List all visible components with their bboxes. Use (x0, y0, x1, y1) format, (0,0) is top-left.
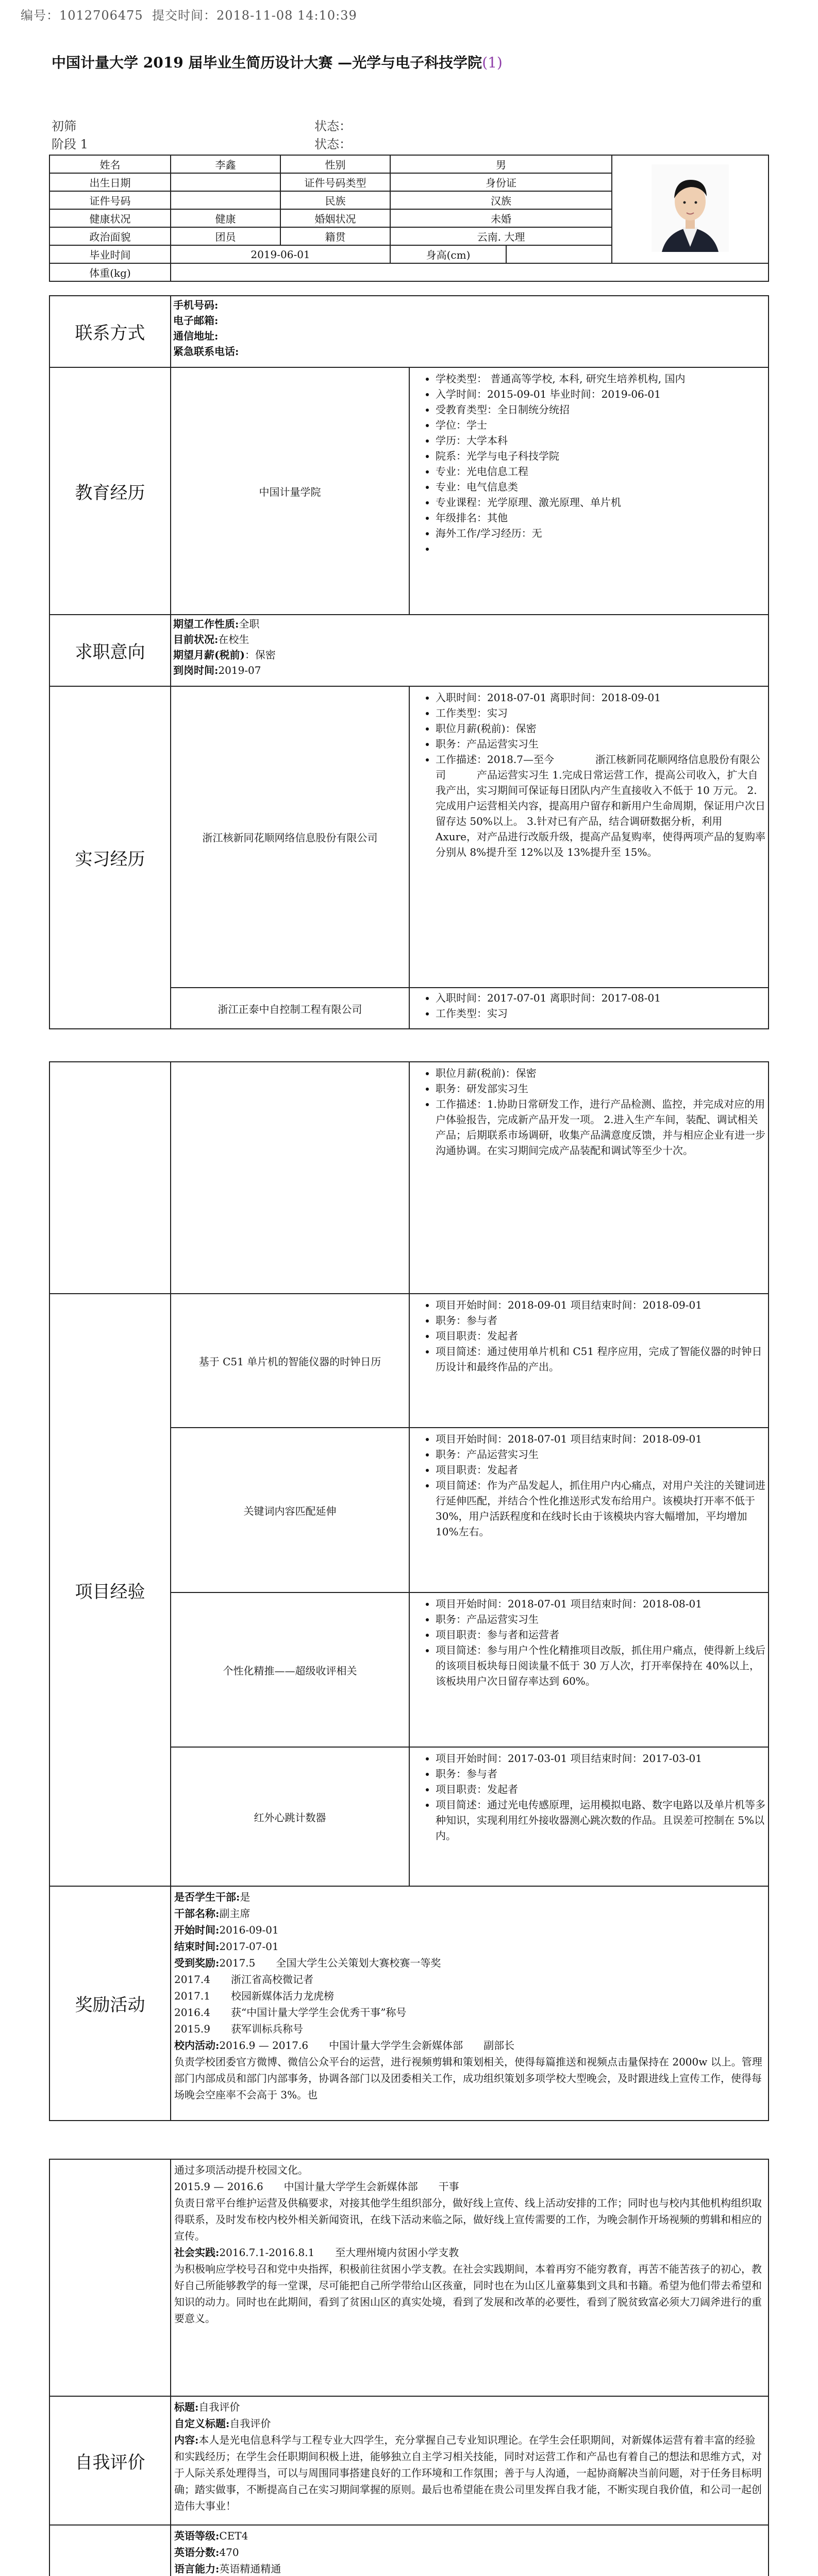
award-paragraph: 通过多项活动提升校园文化。 (174, 2164, 308, 2176)
self-key: 自定义标题: (174, 2417, 230, 2430)
intent-key: 期望月薪(税前) (173, 649, 245, 661)
award-value: 2016-09-01 (219, 1924, 279, 1936)
list-item: • 项目简述：参与用户个性化精推项目改版，抓住用户痛点，使得新上线后的该项目板块每日阅读量不低于 30 万人次，打开率保持在 40%以上，该板块用户次日留存率达到 60%。 (436, 1642, 766, 1689)
award-paragraph: 负责日常平台维护运营及供稿要求，对接其他学生组织部分，做好线上宣传、线上活动安排的工作；同时也与校内其他机构组织取得联系，及时发布校内校外相关新闻资讯，在线下活动来临之际，做好线上宣传需要的工作，为晚会制作开场视频的剪辑和相应的宣传。 (174, 2197, 762, 2242)
contact-label: 联系方式 (49, 296, 171, 367)
self-key: 标题: (174, 2401, 199, 2413)
list-item: • 入学时间：2015-09-01 毕业时间：2019-06-01 (436, 386, 766, 402)
idno-label: 证件号码 (49, 191, 171, 209)
list-item: • 项目开始时间：2018-09-01 项目结束时间：2018-09-01 (436, 1297, 766, 1313)
list-item: • 职务：产品运营实习生 (436, 1447, 766, 1462)
award-value: 2015.9 获军训标兵称号 (174, 2023, 303, 2035)
list-item: • 职位月薪(税前)：保密 (436, 721, 766, 736)
education-details (409, 367, 769, 615)
basic-info-table (49, 155, 769, 282)
project-name: 红外心跳计数器 (171, 1747, 409, 1886)
work-label: 实习经历 (49, 686, 171, 1029)
self-eval-section (49, 2396, 769, 2525)
gender-label: 性别 (280, 155, 390, 173)
marital-value: 未婚 (390, 209, 612, 227)
self-eval-label: 自我评价 (49, 2396, 171, 2525)
intent-section (49, 615, 769, 686)
projects-label: 项目经验 (49, 1294, 171, 1886)
list-item: • 项目开始时间：2017-03-01 项目结束时间：2017-03-01 (436, 1751, 766, 1766)
email-label: 电子邮箱: (173, 314, 219, 327)
phone-label: 手机号码: (173, 299, 219, 311)
award-key: 干部名称: (174, 1907, 220, 1920)
list-item: • 项目简述：作为产品发起人，抓住用户内心痛点，对用户关注的关键词进行延伸匹配，并结合个性化推送形式发布给用户。该模块打开率不低于 30%，用户活跃程度和在线时长由于该模块内容大幅增加，平均增加 10%左右。 (436, 1478, 766, 1539)
self-value: 自我评价 (229, 2417, 271, 2430)
grad-label: 毕业时间 (49, 245, 171, 263)
self-value: 本人是光电信息科学与工程专业大四学生，充分掌握自己专业知识理论。在学生会任职期间，对新媒体运营有着丰富的经验和实践经历；在学生会任职期间积极上进，能够独立自主学习相关技能，同时对运营工作和产品也有着自己的想法和思维方式，对于人际关系处理得当，可以与周围同事搭建良好的工作环境和工作氛围；善于与人沟通，一起协商解决当前问题，对于任务目标明确；踏实做事，不断提高自己在实习期间掌握的原则。最后也希望能在贵公司里发挥自我才能，不断实现自我价值，和公司一起创造伟大事业！ (174, 2434, 762, 2512)
awards-label: 奖励活动 (49, 1886, 171, 2121)
award-key: 受到奖励: (174, 1957, 220, 1969)
contact-content (171, 296, 769, 367)
intent-value: 全职 (239, 618, 260, 630)
list-item: • 工作类型：实习 (436, 1006, 766, 1021)
award-value: 2015.9 — 2016.6 中国计量大学学生会新媒体部 干事 (174, 2180, 459, 2193)
birth-label: 出生日期 (49, 173, 171, 191)
avatar (652, 164, 729, 252)
list-item: • 项目职责：发起者 (436, 1782, 766, 1797)
awards-content (171, 1886, 769, 2121)
list-item: • 项目开始时间：2018-07-01 项目结束时间：2018-09-01 (436, 1431, 766, 1447)
list-item: • 项目简述：通过光电传感原理，运用模拟电路、数字电路以及单片机等多种知识，实现利用红外接收器测心跳次数的作品。且误差可控制在 5%以内。 (436, 1797, 766, 1843)
list-item: • 专业课程：光学原理、激光原理、单片机 (436, 495, 766, 510)
photo-cell (612, 155, 769, 263)
list-item: • 学位：学士 (436, 417, 766, 433)
list-item: • 学历：大学本科 (436, 433, 766, 448)
list-item: • 项目简述：通过使用单片机和 C51 程序应用，完成了智能仪器的时钟日历设计和最终作品的产出。 (436, 1344, 766, 1375)
resume-sections-page1 (49, 295, 769, 1029)
work-details-2 (409, 988, 769, 1029)
skill-value: 英语精通精通 (219, 2563, 281, 2575)
skills-content (171, 2525, 769, 2576)
intent-key: 到岗时间: (173, 664, 219, 676)
list-item: • 入职时间：2017-07-01 离职时间：2017-08-01 (436, 990, 766, 1006)
list-item: • 职位月薪(税前)：保密 (436, 1065, 766, 1081)
birth-value (171, 173, 280, 191)
submission-meta: 编号：1012706475 提交时间：2018-11-08 14:10:39 (21, 8, 357, 23)
list-item: • 入职时间：2018-07-01 离职时间：2018-09-01 (436, 690, 766, 705)
height-label: 身高(cm) (390, 245, 506, 263)
list-item: • 工作类型：实习 (436, 705, 766, 721)
status-label: 状态： (314, 119, 352, 133)
height-value (506, 245, 612, 263)
award-paragraph: 为积极响应学校号召和党中央指挥，积极前往贫困小学支教。在社会实践期间，本着再穷不能穷教育，再苦不能苦孩子的初心，教好自己所能够教学的每一堂课，尽可能把自己所学带给山区孩童，同时也在为山区儿童募集到文具和书籍。希望为他们带去希望和知识的动力。同时也在此期间，看到了贫困山区的真实处境，看到了发展和改革的必要性，看到了脱贫致富必须大刀阔斧进行的重要意义。 (174, 2263, 762, 2325)
gender-value: 男 (390, 155, 612, 173)
list-item: • 职务：产品运营实习生 (436, 736, 766, 752)
origin-label: 籍贯 (280, 227, 390, 245)
emergency-phone-label: 紧急联系电话: (173, 345, 239, 358)
project-details (409, 1592, 769, 1747)
skill-value: 470 (219, 2546, 239, 2558)
list-item: • 年级排名：其他 (436, 510, 766, 526)
list-item: • 专业：光电信息工程 (436, 464, 766, 479)
list-item: • 项目职责：参与者和运营者 (436, 1627, 766, 1642)
page-title: 中国计量大学 2019 届毕业生简历设计大赛 —光学与电子科技学院(1) (52, 54, 503, 71)
resume-sections-page3 (49, 2159, 769, 2576)
list-item: • 职务：参与者 (436, 1766, 766, 1782)
health-label: 健康状况 (49, 209, 171, 227)
intent-value: 在校生 (218, 633, 249, 646)
project-details (409, 1294, 769, 1428)
politics-label: 政治面貌 (49, 227, 171, 245)
list-item: • 职务：产品运营实习生 (436, 1612, 766, 1627)
idtype-label: 证件号码类型 (280, 173, 390, 191)
list-item (436, 541, 766, 556)
list-item: • 工作描述：2018.7—至今 浙江核新同花顺网络信息股份有限公司 产品运营实习生 1.完成日常运营工作，提高公司收入，扩大自我产出，实习期间可保证每日团队内产生直接收入不低于 10 万元。 2.完成用户运营相关内容，提高用户留存和新用户生命周期，保证用户次日留存达 50%以上。 3.针对已有产品，结合调研数据分析，利用 Axure，对产品进行改版升级，提高产品复购率，使得两项产品的复购率分别从 8%提升至 12%以及 13%提升至 15%。 (436, 752, 766, 860)
education-school: 中国计量学院 (171, 367, 409, 615)
award-value: 2016.7.1-2016.8.1 至大理州境内贫困小学支教 (219, 2246, 459, 2259)
self-key: 内容: (174, 2434, 199, 2446)
award-key: 是否学生干部: (174, 1891, 240, 1903)
skills-section (49, 2525, 769, 2576)
skills-label (49, 2525, 171, 2576)
award-key: 校内活动: (174, 2039, 220, 2052)
skill-key: 语言能力: (174, 2563, 220, 2575)
award-value: 2017-07-01 (219, 1940, 279, 1953)
weight-label: 体重(kg) (49, 263, 171, 281)
work-company-2: 浙江正泰中自控制工程有限公司 (171, 988, 409, 1029)
award-value: 2017.5 全国大学生公关策划大赛校赛一等奖 (219, 1957, 441, 1969)
award-value: 2016.4 获“中国计量大学学生会优秀干事”称号 (174, 2006, 407, 2019)
contact-section (49, 296, 769, 367)
award-value: 2016.9 — 2017.6 中国计量大学学生会新媒体部 副部长 (219, 2039, 515, 2052)
skill-value: CET4 (219, 2530, 248, 2542)
list-item: • 职务：研发部实习生 (436, 1081, 766, 1096)
list-item: • 项目职责：发起者 (436, 1462, 766, 1478)
ethnic-label: 民族 (280, 191, 390, 209)
health-value: 健康 (171, 209, 280, 227)
intent-content (171, 615, 769, 686)
intent-value: 2019-07 (218, 664, 261, 676)
award-value: 2017.4 浙江省高校微记者 (174, 1973, 313, 1986)
awards-continued-label (49, 2159, 171, 2396)
project-name: 基于 C51 单片机的智能仪器的时钟日历 (171, 1294, 409, 1428)
list-item: • 项目开始时间：2018-07-01 项目结束时间：2018-08-01 (436, 1596, 766, 1612)
education-section (49, 367, 769, 615)
work-continued-company (171, 1062, 409, 1294)
resume-sections-page2 (49, 1061, 769, 2121)
work-continued-label (49, 1062, 171, 1294)
marital-label: 婚姻状况 (280, 209, 390, 227)
award-paragraph: 负责学校团委官方微博、微信公众平台的运营，进行视频剪辑和策划相关，使得每篇推送和视频点击量保持在 2000w 以上。管理部门内部成员和部门内部事务，协调各部门以及团委相关工作，成功组织策划多项学校大型晚会，及时跟进线上宣传工作，使得每场晚会空座率不会高于 3%。也 (174, 2056, 762, 2101)
self-eval-content (171, 2396, 769, 2525)
idno-value (171, 191, 280, 209)
award-value: 副主席 (219, 1907, 251, 1920)
skill-key: 英语分数: (174, 2546, 220, 2558)
award-key: 社会实践: (174, 2246, 220, 2259)
weight-value (171, 263, 769, 281)
project-details (409, 1747, 769, 1886)
name-label: 姓名 (49, 155, 171, 173)
awards-continued-content (171, 2159, 769, 2396)
address-label: 通信地址: (173, 330, 219, 342)
work-company-1: 浙江核新同花顺网络信息股份有限公司 (171, 686, 409, 988)
list-item: • 职务：参与者 (436, 1313, 766, 1328)
list-item: • 院系：光学与电子科技学院 (436, 448, 766, 464)
award-key: 开始时间: (174, 1924, 220, 1936)
work-section (49, 686, 769, 988)
project-name: 个性化精推——超级收评相关 (171, 1592, 409, 1747)
awards-section (49, 1886, 769, 2121)
idtype-value: 身份证 (390, 173, 612, 191)
round-label: 初筛 (52, 119, 76, 133)
work-details-2-continued (409, 1062, 769, 1294)
intent-value: ：保密 (244, 649, 276, 661)
award-value: 是 (240, 1891, 251, 1903)
status-label-2: 状态： (314, 137, 352, 151)
self-value: 自我评价 (198, 2401, 240, 2413)
project-name: 关键词内容匹配延伸 (171, 1428, 409, 1592)
skill-key: 英语等级: (174, 2530, 220, 2542)
grad-value: 2019-06-01 (171, 245, 390, 263)
politics-value: 团员 (171, 227, 280, 245)
list-item: • 海外工作/学习经历：无 (436, 526, 766, 541)
award-key: 结束时间: (174, 1940, 220, 1953)
list-item: • 受教育类型：全日制统分统招 (436, 402, 766, 417)
list-item: • 专业：电气信息类 (436, 479, 766, 495)
origin-value: 云南. 大理 (390, 227, 612, 245)
stage-label: 阶段 1 (52, 137, 88, 151)
education-label: 教育经历 (49, 367, 171, 615)
list-item: • 项目职责：发起者 (436, 1328, 766, 1344)
award-value: 2017.1 校园新媒体活力龙虎榜 (174, 1990, 334, 2002)
list-item: • 工作描述：1.协助日常研发工作，进行产品检测、监控，并完成对应的用户体验报告，完成新产品开发一项。 2.进入生产车间，装配、调试相关产品；后期联系市场调研，收集产品满意度反馈，并与相应企业有进一步沟通协调。在实习期间完成产品装配和调试等至少十次。 (436, 1096, 766, 1158)
name-value: 李鑫 (171, 155, 280, 173)
intent-label: 求职意向 (49, 615, 171, 686)
list-item: • 学校类型： 普通高等学校, 本科, 研究生培养机构, 国内 (436, 371, 766, 386)
intent-key: 目前状况: (173, 633, 219, 646)
ethnic-value: 汉族 (390, 191, 612, 209)
project-details (409, 1428, 769, 1592)
work-details-1 (409, 686, 769, 988)
intent-key: 期望工作性质: (173, 618, 239, 630)
